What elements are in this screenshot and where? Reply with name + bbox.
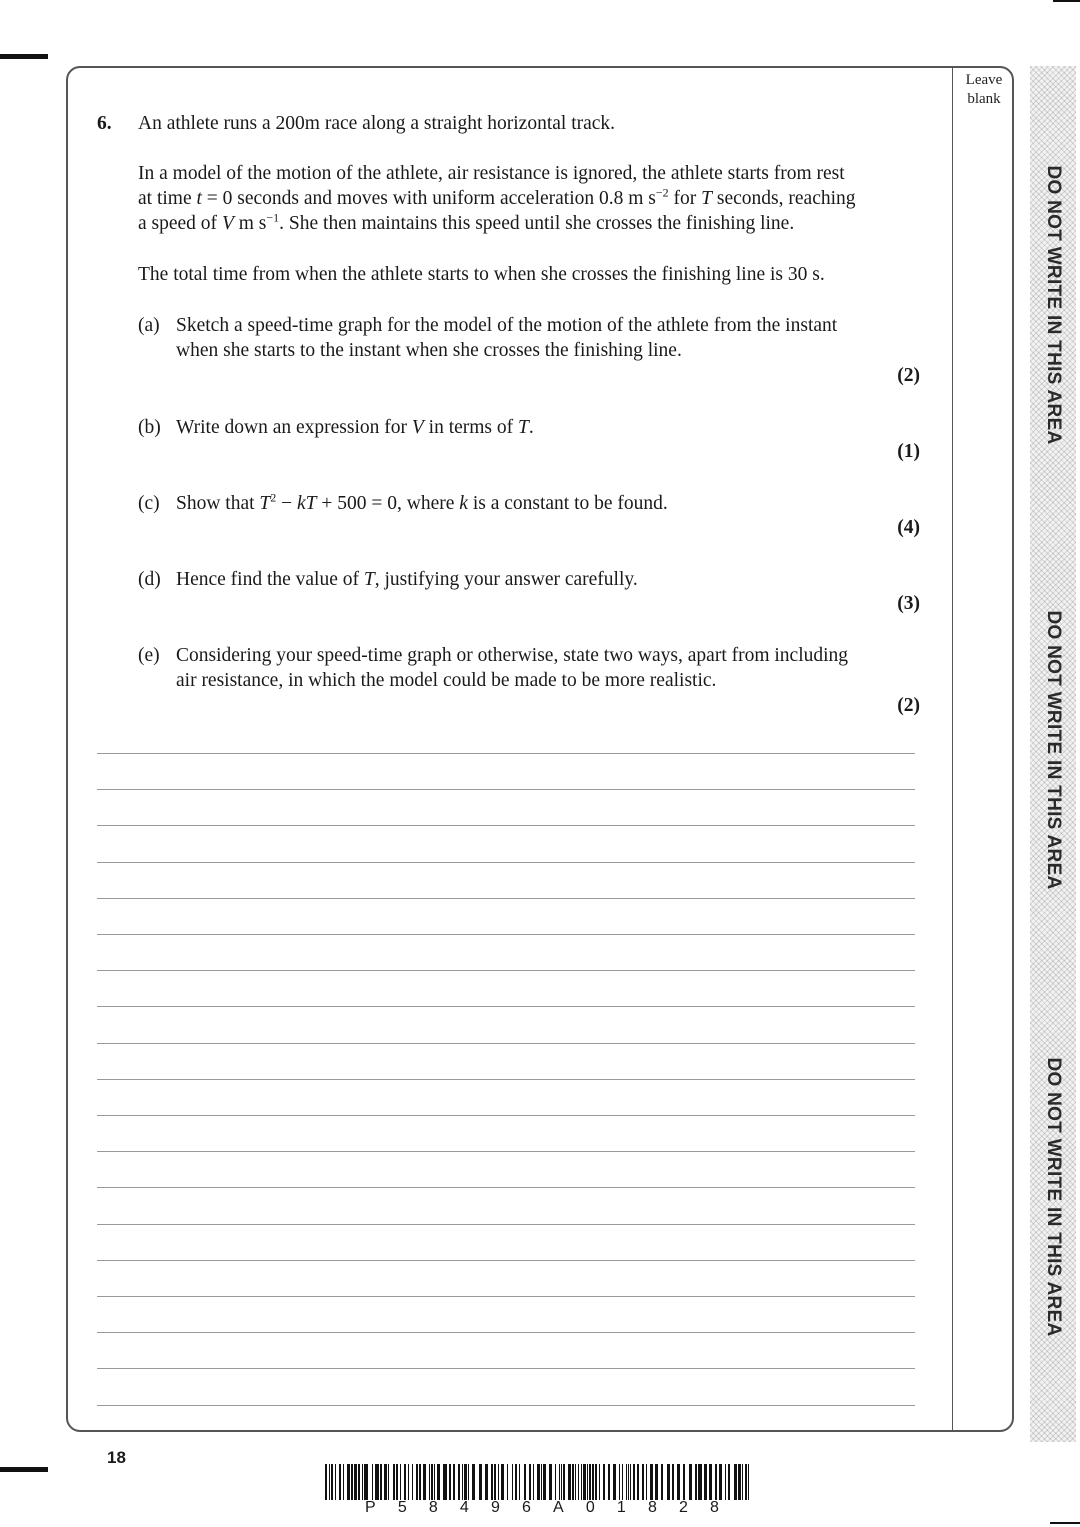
barcode-bar [423,1464,426,1500]
leave-blank-label: Leave blank [965,72,1003,107]
barcode-char: 0 [585,1499,595,1516]
model-line-3: a speed of V m $s^{-1}$. She then maintains this speed until she crosses the finishing line. [138,210,795,234]
barcode-bar [431,1464,433,1500]
answer-line[interactable] [97,1079,915,1080]
answer-line[interactable] [97,1151,915,1152]
barcode-bar [633,1464,635,1500]
barcode-char: A [553,1499,564,1516]
barcode-char: 2 [679,1499,688,1516]
part-b-text: Write down an expression for V in terms of T. [176,417,534,438]
registration-mark-top-right [1053,0,1080,2]
barcode-bar [541,1464,542,1500]
answer-line[interactable] [97,1043,915,1044]
part-e-line-1: Considering your speed-time graph or otherwise, state two ways, apart from including [176,645,849,666]
barcode-bar [575,1464,576,1500]
barcode-bar [462,1464,463,1500]
answer-line[interactable] [97,753,915,754]
answer-line[interactable] [97,1224,915,1225]
barcode-bar [715,1464,717,1500]
question-number: 6. [97,113,112,134]
part-a-line-2: when she starts to the instant when she crosses the finishing line. [176,340,682,361]
barcode-bar [458,1464,460,1500]
barcode-bar [613,1464,616,1500]
answer-line[interactable] [97,1115,915,1116]
model-line-2: at time t = 0 seconds and moves with uniform acceleration 0.8 m $s^{-2}$ for T seconds, reaching [138,185,856,209]
barcode-bar [599,1464,600,1500]
barcode-bar [354,1464,357,1500]
question-intro: An athlete runs a 200m race along a straight horizontal track. [138,113,616,134]
barcode-bar [380,1464,382,1500]
barcode-bar [725,1464,726,1500]
barcode-bar [416,1464,418,1500]
barcode-bar [642,1464,644,1500]
barcode-bar [339,1464,341,1500]
barcode-char: 4 [459,1499,469,1516]
barcode-bar [434,1464,435,1500]
answer-line[interactable] [97,789,915,790]
barcode-bar [650,1464,653,1500]
barcode-bar [515,1464,517,1500]
barcode-bar [661,1464,663,1500]
barcode-bar [568,1464,571,1500]
barcode-bar [637,1464,639,1500]
answer-line[interactable] [97,825,915,826]
barcode-bar [404,1464,406,1500]
barcode-bar [375,1464,379,1500]
barcode-bar [572,1464,574,1500]
answer-line[interactable] [97,862,915,863]
barcode-bar [603,1464,605,1500]
barcode-bar [479,1464,482,1500]
barcode-bar [559,1464,560,1500]
part-e-marks: (2) [897,695,920,716]
barcode-bar [543,1464,546,1500]
barcode-bar [358,1464,360,1500]
barcode-bar [524,1464,526,1500]
barcode-bar [485,1464,488,1500]
page-number: 18 [107,1448,126,1467]
part-c-marks: (4) [897,517,920,538]
answer-line[interactable] [97,1405,915,1406]
barcode-bar [695,1464,697,1500]
barcode-bar [683,1464,685,1500]
barcode-bar [592,1464,594,1500]
part-b-label: (b) [138,417,161,438]
part-c-text: Show that $T^2$ − kT + 500 = 0, where k is a constant to be found. [176,490,668,514]
barcode-bar [343,1464,344,1500]
barcode-bar [583,1464,586,1500]
barcode-bar [622,1464,623,1500]
barcode-char: 8 [647,1499,657,1516]
barcode-bar [667,1464,670,1500]
barcode-bar [437,1464,440,1500]
barcode-bar [561,1464,562,1500]
barcode-bar [519,1464,520,1500]
barcode-bar [529,1464,531,1500]
total-time-statement: The total time from when the athlete starts to when she crosses the finishing line is 30 s. [138,264,825,285]
barcode-bar [555,1464,556,1500]
answer-line[interactable] [97,1368,915,1369]
registration-mark-top-left [0,54,48,59]
barcode-bar [628,1464,629,1500]
barcode-bar [384,1464,387,1500]
barcode-bar [335,1464,336,1500]
answer-line[interactable] [97,1006,915,1007]
barcode [325,1464,749,1500]
barcode-bar [396,1464,398,1500]
barcode-bar [533,1464,534,1500]
barcode-bar [347,1464,350,1500]
part-a-line-1: Sketch a speed-time graph for the model of the motion of the athlete from the instant [176,315,838,336]
barcode-char: 9 [490,1499,500,1516]
barcode-text [325,1499,749,1517]
barcode-bar [507,1464,508,1500]
part-e-label: (e) [138,645,160,666]
barcode-bar [412,1464,413,1500]
barcode-bar [646,1464,647,1500]
barcode-bar [738,1464,741,1500]
barcode-bar [498,1464,499,1500]
answer-line[interactable] [97,1296,915,1297]
barcode-bar [419,1464,421,1500]
barcode-bar [719,1464,722,1500]
barcode-bar [677,1464,680,1500]
barcode-bar [595,1464,597,1500]
barcode-bar [672,1464,674,1500]
barcode-bar [689,1464,692,1500]
barcode-bar [362,1464,363,1500]
barcode-bar [331,1464,333,1500]
barcode-bar [563,1464,565,1500]
barcode-bar [734,1464,737,1500]
barcode-char: 5 [397,1499,407,1516]
barcode-bar [608,1464,610,1500]
barcode-bar [512,1464,513,1500]
barcode-bar [408,1464,409,1500]
barcode-bar [351,1464,353,1500]
barcode-bar [468,1464,469,1500]
leave-blank-column [952,66,1014,1432]
registration-mark-bottom-right [1050,1522,1080,1524]
barcode-bar [494,1464,496,1500]
barcode-bar [748,1464,749,1500]
barcode-char: 8 [428,1499,438,1516]
barcode-bar [578,1464,579,1500]
barcode-bar [429,1464,430,1500]
barcode-bar [742,1464,743,1500]
barcode-bar [501,1464,504,1500]
barcode-char: P [365,1499,376,1516]
part-d-text: Hence find the value of T, justifying your answer carefully. [176,569,638,590]
part-c-label: (c) [138,493,160,514]
barcode-bar [745,1464,747,1500]
barcode-bar [453,1464,455,1500]
barcode-bar [698,1464,702,1500]
barcode-bar [472,1464,475,1500]
barcode-bar [325,1464,327,1500]
barcode-bar [443,1464,447,1500]
barcode-bar [372,1464,373,1500]
barcode-bar [537,1464,540,1500]
barcode-bar [587,1464,588,1500]
barcode-bar [393,1464,395,1500]
barcode-bar [589,1464,591,1500]
barcode-bar [329,1464,330,1500]
barcode-char: 6 [522,1499,531,1516]
barcode-bar [449,1464,451,1500]
barcode-bar [709,1464,712,1500]
barcode-bar [581,1464,582,1500]
barcode-bar [464,1464,467,1500]
barcode-char: 1 [616,1499,626,1516]
barcode-bar [704,1464,707,1500]
barcode-bar [388,1464,389,1500]
answer-line[interactable] [97,898,915,899]
answer-line[interactable] [97,970,915,971]
barcode-char: 8 [710,1499,719,1516]
answer-line[interactable] [97,1332,915,1333]
barcode-bar [630,1464,631,1500]
barcode-bar [626,1464,627,1500]
part-d-label: (d) [138,569,161,590]
barcode-bar [549,1464,552,1500]
part-e-line-2: air resistance, in which the model could be made to be more realistic. [176,670,717,691]
answer-line[interactable] [97,934,915,935]
part-a-marks: (2) [897,365,920,386]
part-b-marks: (1) [897,441,920,462]
barcode-bar [619,1464,620,1500]
registration-mark-bottom-left [0,1467,48,1472]
answer-line[interactable] [97,1187,915,1188]
barcode-bar [400,1464,401,1500]
barcode-bar [655,1464,658,1500]
answer-line[interactable] [97,1260,915,1261]
model-line-1: In a model of the motion of the athlete, air resistance is ignored, the athlete starts from rest [138,163,845,184]
barcode-bar [728,1464,730,1500]
barcode-bar [364,1464,368,1500]
part-a-label: (a) [138,315,160,336]
part-d-marks: (3) [897,593,920,614]
barcode-bar [491,1464,493,1500]
